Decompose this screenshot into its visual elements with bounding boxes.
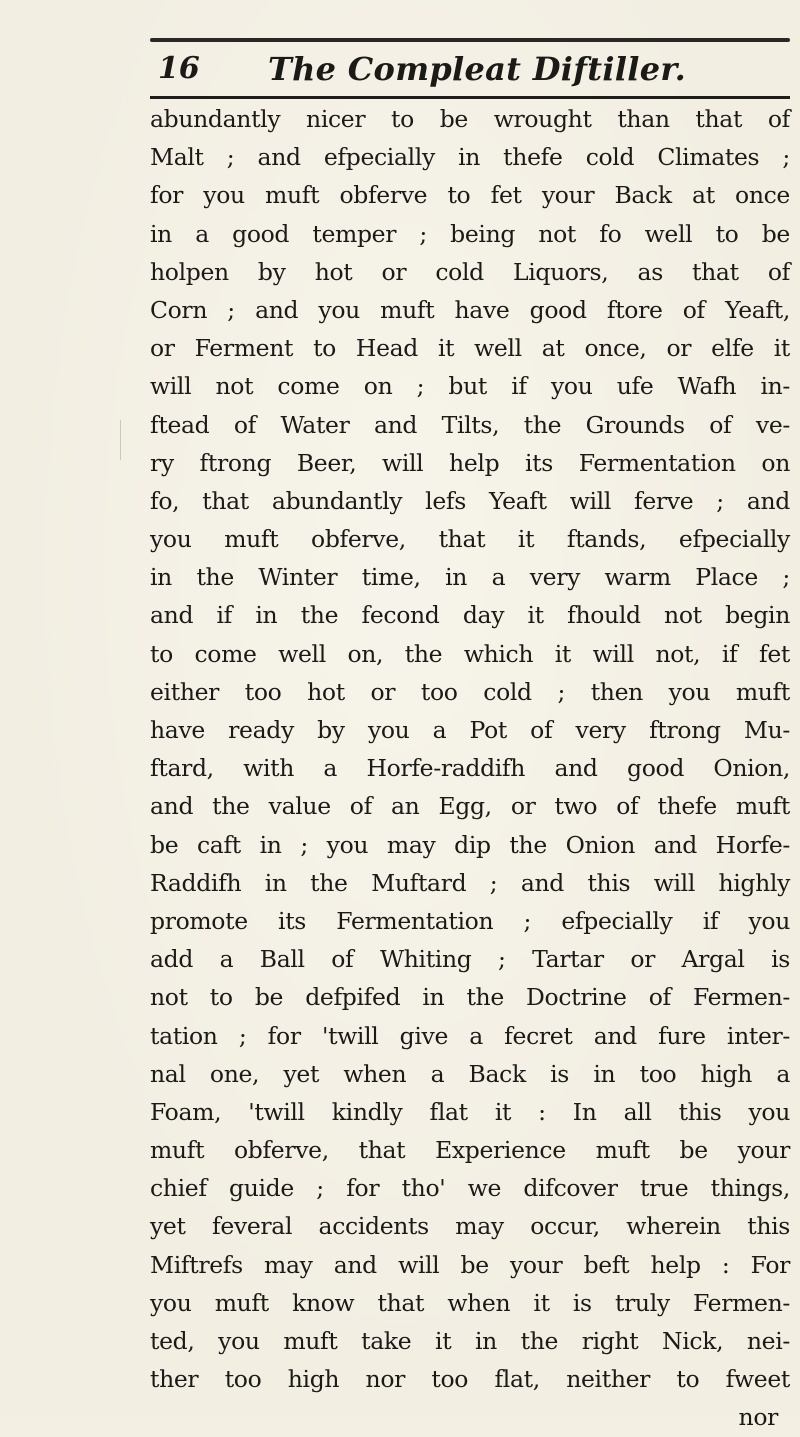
text-line: in the Winter time, in a very warm Place ;	[150, 563, 790, 592]
text-line: add a Ball of Whiting ; Tartar or Argal is	[150, 945, 790, 974]
text-line: or Ferment to Head it well at once, or elfe it	[150, 334, 790, 363]
text-line: abundantly nicer to be wrought than that of	[150, 105, 790, 133]
text-line: in a good temper ; being not fo well to be	[150, 219, 790, 248]
page-number: 16	[158, 51, 200, 86]
text-line: promote its Fermentation ; efpecially if you	[150, 906, 790, 935]
text-line: Malt ; and efpecially in thefe cold Climates ;	[150, 143, 790, 172]
text-line: Foam, 'twill kindly flat it : In all this you	[150, 1097, 790, 1126]
text-line: and the value of an Egg, or two of thefe muft	[150, 792, 790, 821]
text-line: have ready by you a Pot of very ftrong Mu-	[150, 716, 790, 744]
text-line: fo, that abundantly lefs Yeaft will ferve ; and	[150, 486, 790, 515]
text-line: Raddifh in the Muftard ; and this will highly	[150, 868, 790, 897]
text-line: ted, you muft take it in the right Nick, nei-	[150, 1327, 790, 1355]
text-line: tation ; for 'twill give a fecret and fure inter-	[150, 1021, 790, 1050]
text-line: not to be defpifed in the Doctrine of Fermen-	[150, 983, 790, 1012]
text-line: to come well on, the which it will not, if fet	[150, 639, 790, 668]
text-line: you muft obferve, that it ftands, efpecially	[150, 525, 790, 554]
running-title: The Compleat Diftiller.	[268, 50, 687, 88]
page-header	[150, 44, 790, 94]
catchword: nor	[738, 1403, 778, 1432]
text-line: Miftrefs may and will be your beft help : For	[150, 1250, 790, 1279]
text-line: yet feveral accidents may occur, wherein this	[150, 1212, 790, 1241]
text-line: and if in the fecond day it fhould not begin	[150, 601, 790, 630]
text-line: holpen by hot or cold Liquors, as that of	[150, 257, 790, 286]
body-text	[150, 100, 790, 1437]
text-line: nal one, yet when a Back is in too high a	[150, 1059, 790, 1088]
text-line: ftard, with a Horfe-raddifh and good Onion,	[150, 754, 790, 783]
margin-mark	[120, 420, 131, 460]
text-line: muft obferve, that Experience muft be your	[150, 1136, 790, 1165]
text-line: ther too high nor too flat, neither to fweet	[150, 1365, 790, 1394]
text-line: ftead of Water and Tilts, the Grounds of ve-	[150, 410, 790, 439]
text-line: ry ftrong Beer, will help its Fermentation on	[150, 448, 790, 477]
text-line: chief guide ; for tho' we difcover true things,	[150, 1174, 790, 1203]
text-line: Corn ; and you muft have good ftore of Yeaft,	[150, 295, 790, 324]
top-rule	[150, 38, 790, 42]
text-line: be caft in ; you may dip the Onion and Horfe-	[150, 830, 790, 859]
text-line: will not come on ; but if you ufe Wafh in-	[150, 372, 790, 401]
text-line: either too hot or too cold ; then you muft	[150, 677, 790, 706]
header-rule	[150, 96, 790, 99]
text-line: for you muft obferve to fet your Back at once	[150, 181, 790, 210]
text-line: you muft know that when it is truly Fermen-	[150, 1288, 790, 1317]
